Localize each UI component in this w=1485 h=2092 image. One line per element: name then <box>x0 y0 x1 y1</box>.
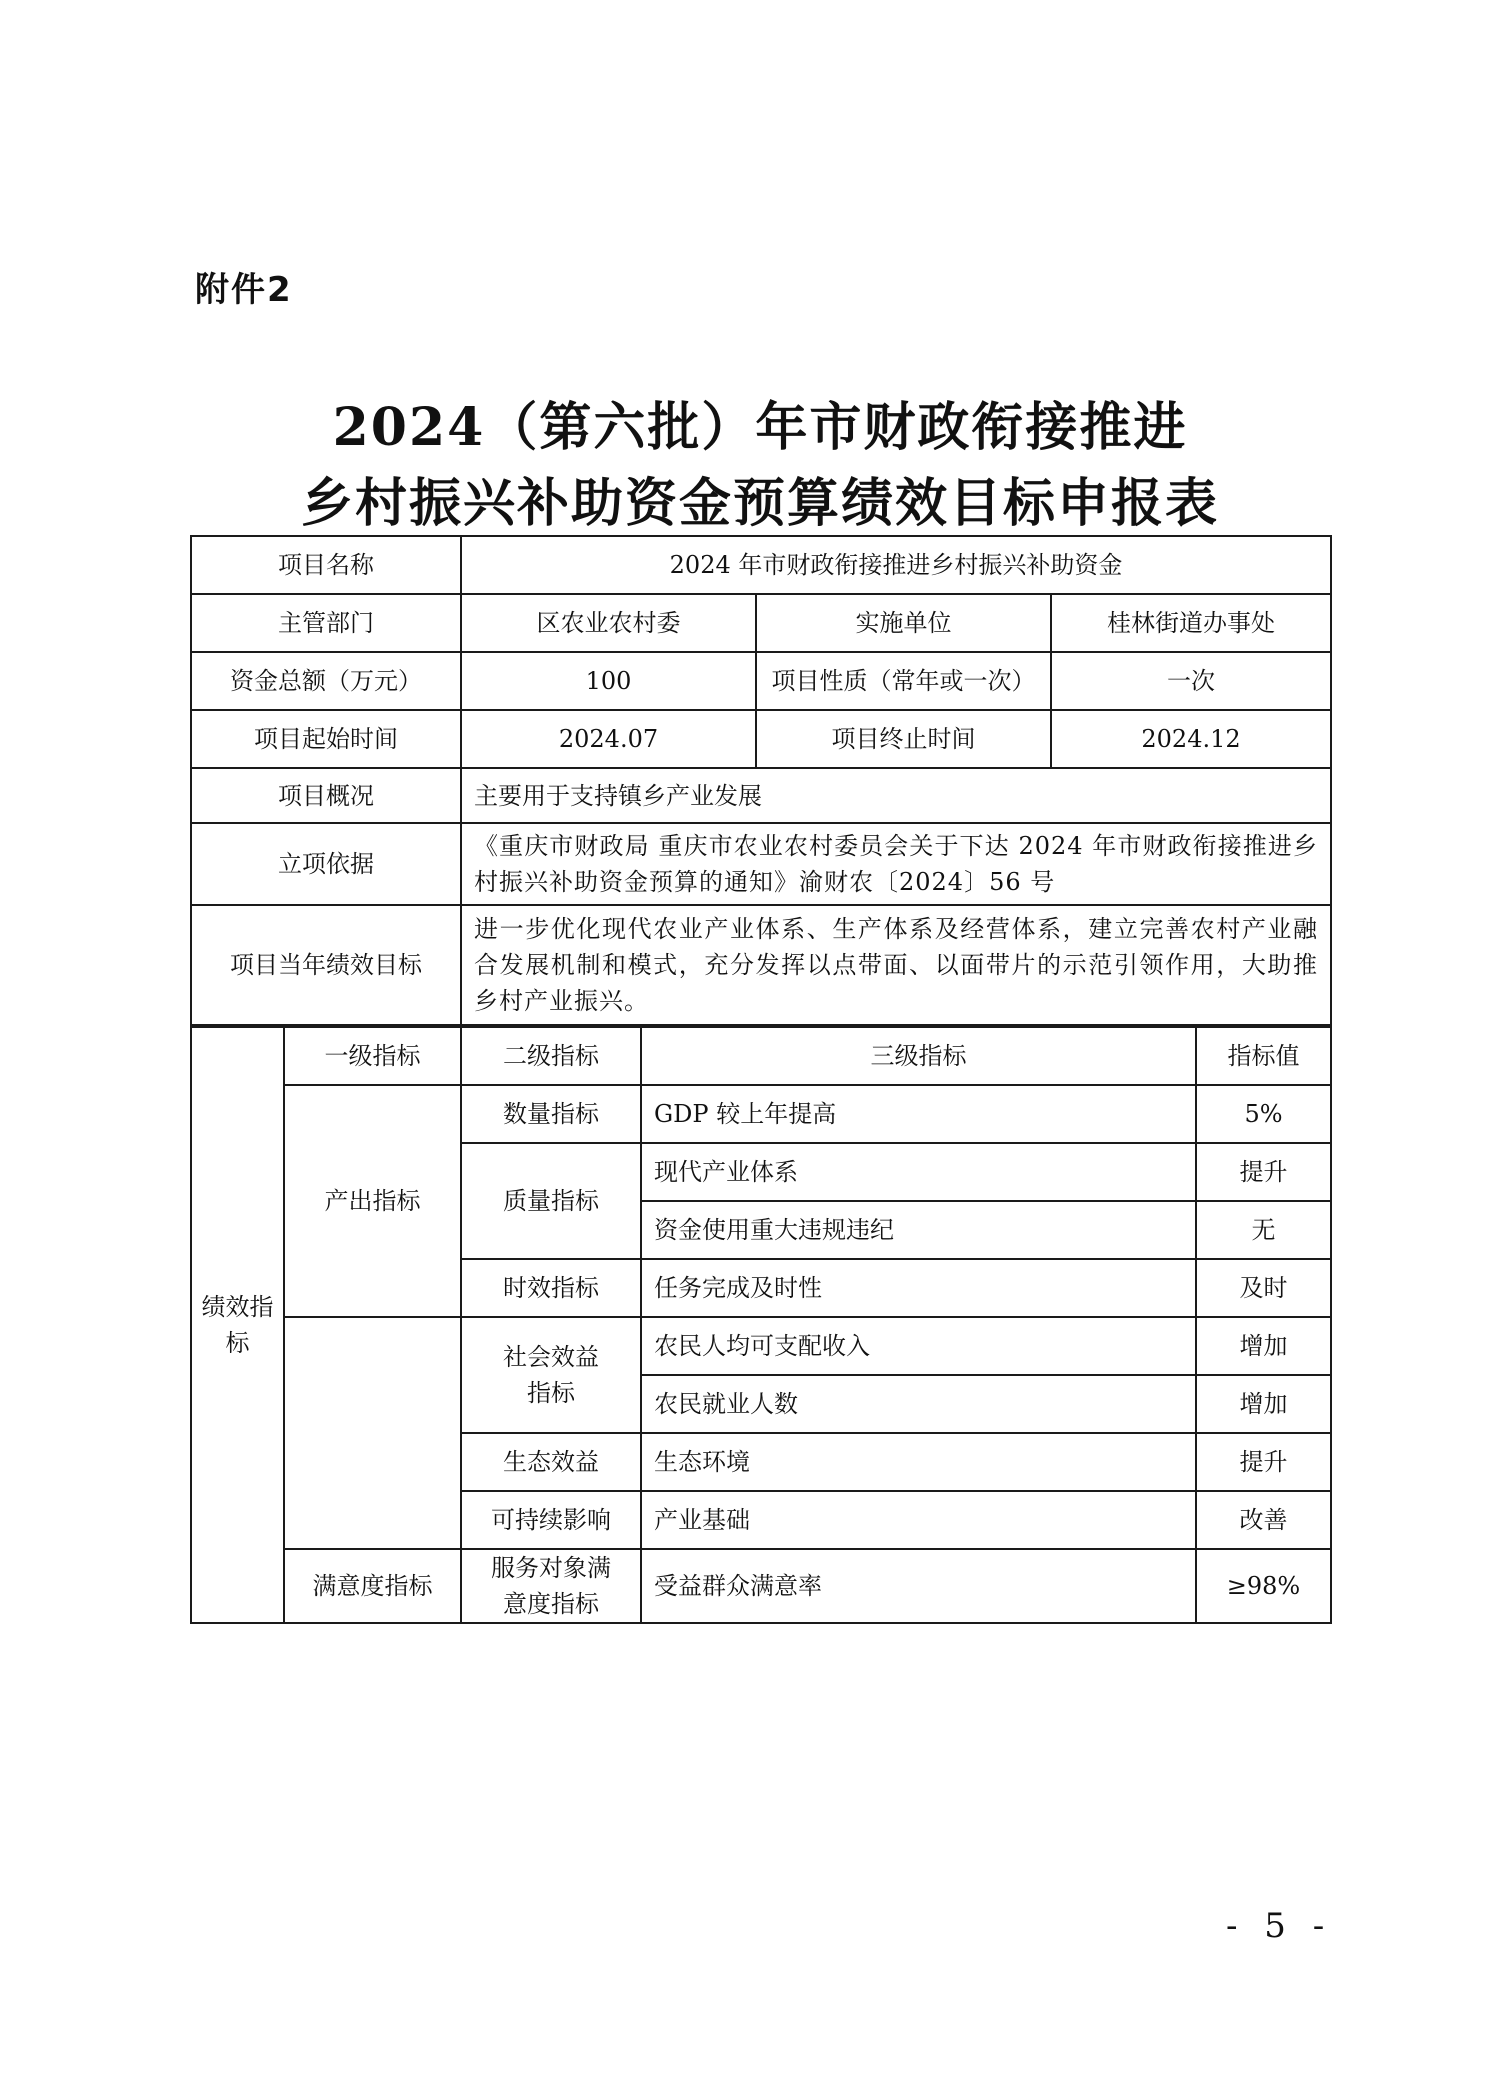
value-cell: 及时 <box>1196 1259 1331 1317</box>
document-title-line-1: 2024（第六批）年市财政衔接推进 <box>332 397 1188 458</box>
page-number: - 5 - <box>1226 1906 1333 1946</box>
table-row <box>191 768 1331 823</box>
attachment-label: 附件2 <box>195 270 293 310</box>
table-row <box>191 823 1331 905</box>
project-nature-label: 项目性质（常年或一次） <box>756 652 1051 710</box>
value-cell: 5% <box>1196 1085 1331 1143</box>
level2-cell: 可持续影响 <box>461 1491 641 1549</box>
fund-amount-label: 资金总额（万元） <box>191 652 461 710</box>
end-time-value: 2024.12 <box>1051 710 1331 768</box>
column-header-level2: 二级指标 <box>461 1027 641 1085</box>
basis-label: 立项依据 <box>191 823 461 905</box>
project-name-label: 项目名称 <box>191 536 461 594</box>
output-indicator-label: 产出指标 <box>284 1085 461 1317</box>
level3-cell: 现代产业体系 <box>641 1143 1196 1201</box>
value-cell: 提升 <box>1196 1433 1331 1491</box>
column-header-level3: 三级指标 <box>641 1027 1196 1085</box>
overview-value: 主要用于支持镇乡产业发展 <box>461 768 1331 823</box>
project-info-table <box>190 535 1332 1026</box>
start-time-value: 2024.07 <box>461 710 756 768</box>
value-cell: 提升 <box>1196 1143 1331 1201</box>
end-time-label: 项目终止时间 <box>756 710 1051 768</box>
indicator-table <box>190 1026 1332 1624</box>
level3-cell: GDP 较上年提高 <box>641 1085 1196 1143</box>
value-cell: 增加 <box>1196 1317 1331 1375</box>
table-row <box>191 652 1331 710</box>
level2-cell: 社会效益指标 <box>461 1317 641 1433</box>
value-cell: 增加 <box>1196 1375 1331 1433</box>
level2-cell: 数量指标 <box>461 1085 641 1143</box>
table-row <box>191 1549 1331 1623</box>
basis-value: 《重庆市财政局 重庆市农业农村委员会关于下达 2024 年市财政衔接推进乡村振兴补助资金预算的通知》渝财农〔2024〕56 号 <box>461 823 1331 905</box>
goal-label: 项目当年绩效目标 <box>191 905 461 1025</box>
level2-cell: 服务对象满意度指标 <box>461 1549 641 1623</box>
satisfaction-indicator-label: 满意度指标 <box>284 1549 461 1623</box>
table-row <box>191 1027 1331 1085</box>
level2-cell: 时效指标 <box>461 1259 641 1317</box>
project-name-value: 2024 年市财政衔接推进乡村振兴补助资金 <box>461 536 1331 594</box>
project-nature-value: 一次 <box>1051 652 1331 710</box>
start-time-label: 项目起始时间 <box>191 710 461 768</box>
table-row <box>191 1317 1331 1375</box>
level2-cell: 生态效益 <box>461 1433 641 1491</box>
effect-indicator-label <box>284 1317 461 1549</box>
document-title-line-2: 乡村振兴补助资金预算绩效目标申报表 <box>300 473 1219 534</box>
fund-amount-value: 100 <box>461 652 756 710</box>
implementing-unit-label: 实施单位 <box>756 594 1051 652</box>
level3-cell: 农民就业人数 <box>641 1375 1196 1433</box>
level3-cell: 生态环境 <box>641 1433 1196 1491</box>
level3-cell: 农民人均可支配收入 <box>641 1317 1196 1375</box>
column-header-value: 指标值 <box>1196 1027 1331 1085</box>
table-row <box>191 905 1331 1025</box>
level2-cell: 质量指标 <box>461 1143 641 1259</box>
goal-value: 进一步优化现代农业产业体系、生产体系及经营体系，建立完善农村产业融合发展机制和模式，充分发挥以点带面、以面带片的示范引领作用，大助推乡村产业振兴。 <box>461 905 1331 1025</box>
level3-cell: 任务完成及时性 <box>641 1259 1196 1317</box>
value-cell: 无 <box>1196 1201 1331 1259</box>
value-cell: 改善 <box>1196 1491 1331 1549</box>
level3-cell: 资金使用重大违规违纪 <box>641 1201 1196 1259</box>
table-row <box>191 594 1331 652</box>
column-header-level1: 一级指标 <box>284 1027 461 1085</box>
department-value: 区农业农村委 <box>461 594 756 652</box>
table-row <box>191 710 1331 768</box>
department-label: 主管部门 <box>191 594 461 652</box>
performance-indicator-label: 绩效指标 <box>191 1027 284 1623</box>
overview-label: 项目概况 <box>191 768 461 823</box>
level3-cell: 受益群众满意率 <box>641 1549 1196 1623</box>
table-row <box>191 536 1331 594</box>
level3-cell: 产业基础 <box>641 1491 1196 1549</box>
implementing-unit-value: 桂林街道办事处 <box>1051 594 1331 652</box>
table-row <box>191 1085 1331 1143</box>
value-cell: ≥98% <box>1196 1549 1331 1623</box>
